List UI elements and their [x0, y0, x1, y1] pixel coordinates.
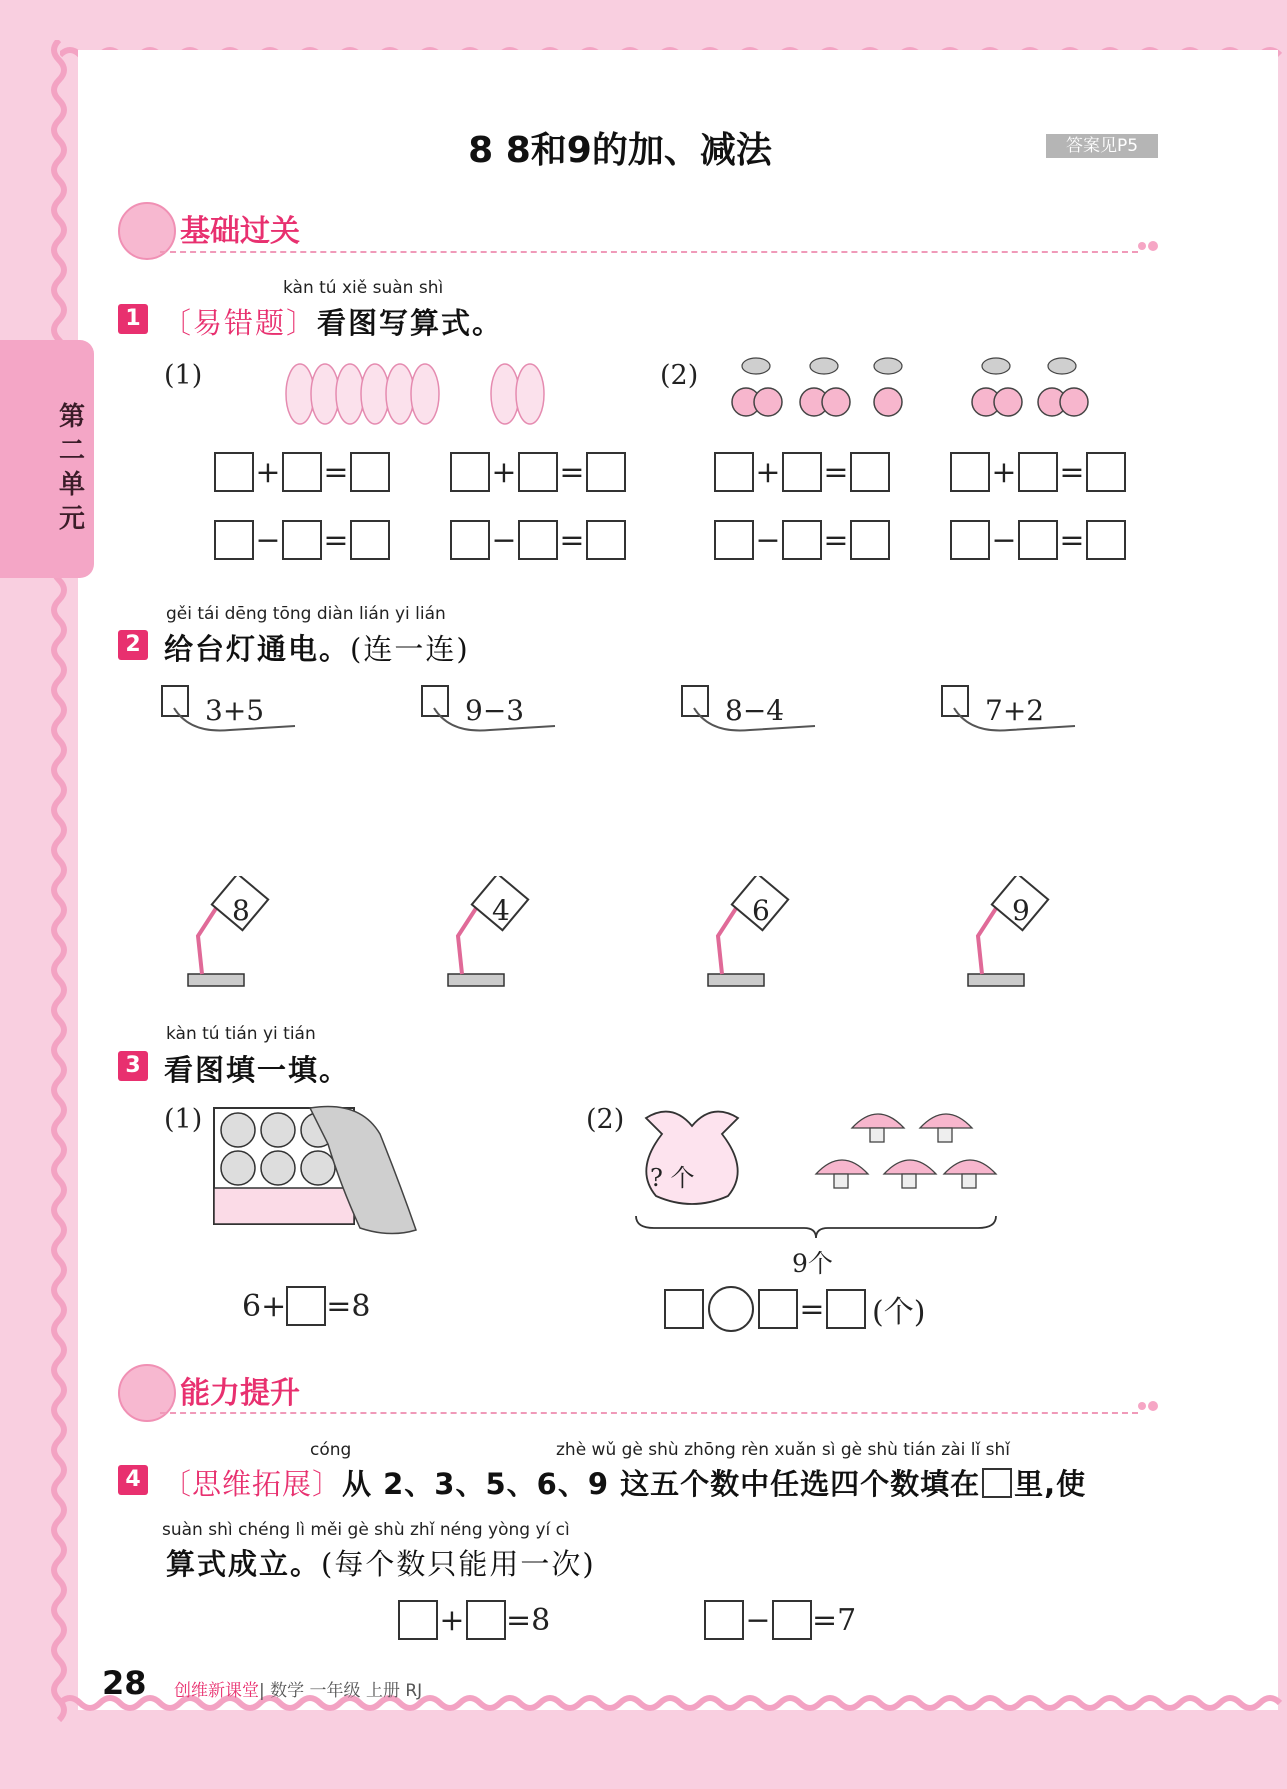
q3-eq1-left: 6+	[242, 1288, 287, 1324]
section-divider	[160, 1412, 1138, 1414]
answer-box[interactable]	[782, 452, 822, 492]
q4-text1: 从 2、3、5、6、9 这五个数中任选四个数填在	[342, 1467, 981, 1501]
section-divider	[160, 251, 1138, 253]
cherries-illustration	[726, 354, 1112, 424]
section-basic-title: 基础过关	[180, 214, 300, 249]
q3-eq1-right: =8	[326, 1288, 371, 1324]
q1-eq-sub-2: − =	[450, 520, 626, 560]
q2-tail: (连一连)	[350, 632, 470, 666]
bag-illustration	[632, 1100, 752, 1210]
footer-details: | 数学 一年级 上册 RJ	[259, 1681, 423, 1701]
answer-box[interactable]	[772, 1600, 812, 1640]
answer-box[interactable]	[1018, 520, 1058, 560]
bag-label: ? 个	[650, 1164, 695, 1192]
q4-eq-sub: − =7	[704, 1600, 856, 1640]
dots-decoration	[1136, 1396, 1162, 1416]
q4-pinyin-2: zhè wǔ gè shù zhōng rèn xuǎn sì gè shù tián zài lǐ shǐ	[556, 1440, 1010, 1460]
answer-box[interactable]	[586, 452, 626, 492]
answer-box[interactable]	[1086, 452, 1126, 492]
lamp-number: 9	[1012, 894, 1030, 927]
q4-number: 4	[118, 1465, 148, 1495]
answer-box[interactable]	[950, 520, 990, 560]
answer-box[interactable]	[1086, 520, 1126, 560]
q3-pinyin: kàn tú tián yi tián	[166, 1024, 316, 1044]
q1-part1-label: (1)	[164, 360, 203, 391]
answer-box[interactable]	[350, 520, 390, 560]
q2-text: 给台灯通电。	[164, 632, 351, 666]
q3-unit: (个)	[872, 1295, 926, 1330]
section-advance-title: 能力提升	[180, 1376, 300, 1411]
answer-box[interactable]	[518, 520, 558, 560]
q1-eq-sub-1: − =	[214, 520, 390, 560]
q3-eq2: = (个)	[664, 1286, 925, 1332]
lamp-number: 8	[232, 894, 250, 927]
q3-number: 3	[118, 1051, 148, 1081]
answer-box[interactable]	[1018, 452, 1058, 492]
q2-number: 2	[118, 630, 148, 660]
answer-box[interactable]	[586, 520, 626, 560]
inline-box-icon	[982, 1468, 1012, 1498]
plug-expression: 9−3	[465, 694, 525, 727]
answer-box[interactable]	[518, 452, 558, 492]
footer-brand: 创维新课堂	[174, 1681, 259, 1701]
answer-box[interactable]	[286, 1286, 326, 1326]
desk-lamp-icon	[960, 876, 1060, 988]
q1-tag: 〔易错题〕	[162, 306, 318, 340]
answer-box[interactable]	[714, 520, 754, 560]
q1-part2-label: (2)	[660, 360, 699, 391]
q1-eq-add-3: + =	[714, 452, 890, 492]
frame-left-border	[44, 40, 74, 1740]
q4-eq-b: =7	[812, 1602, 857, 1638]
answer-box[interactable]	[704, 1600, 744, 1640]
answer-box[interactable]	[950, 452, 990, 492]
answer-box[interactable]	[350, 452, 390, 492]
q4-eq-a: =8	[506, 1602, 551, 1638]
answer-box[interactable]	[782, 520, 822, 560]
ball-box-illustration	[210, 1104, 420, 1238]
q4-prompt-line2	[166, 1542, 596, 1583]
lamp-number: 4	[492, 894, 510, 927]
operator-circle[interactable]	[708, 1286, 754, 1332]
page-number: 28	[102, 1664, 147, 1702]
plug-expression: 3+5	[205, 694, 265, 727]
q4-pinyin-3: suàn shì chéng lì měi gè shù zhǐ néng yòng yí cì	[162, 1520, 570, 1540]
q1-eq-sub-3: − =	[714, 520, 890, 560]
answer-box[interactable]	[398, 1600, 438, 1640]
footer-info	[174, 1676, 422, 1701]
q1-prompt	[162, 301, 503, 342]
brace-icon	[634, 1214, 998, 1242]
q2-prompt	[164, 627, 470, 668]
q1-eq-add-4: + =	[950, 452, 1126, 492]
q2-pinyin: gěi tái dēng tōng diàn lián yi lián	[166, 604, 446, 624]
q4-pinyin-1: cóng	[310, 1440, 352, 1460]
answer-box[interactable]	[664, 1289, 704, 1329]
answer-box[interactable]	[850, 452, 890, 492]
candies-illustration	[280, 356, 550, 432]
answer-box[interactable]	[214, 520, 254, 560]
desk-lamp-icon	[180, 876, 280, 988]
answer-box[interactable]	[214, 452, 254, 492]
answer-box[interactable]	[758, 1289, 798, 1329]
q1-eq-add-1: + =	[214, 452, 390, 492]
answer-box[interactable]	[466, 1600, 506, 1640]
lamp-number: 6	[752, 894, 770, 927]
page-title: 8 8和9的加、减法	[468, 130, 772, 171]
answer-box[interactable]	[282, 452, 322, 492]
q3-eq1	[242, 1286, 370, 1326]
answer-box[interactable]	[714, 452, 754, 492]
q1-eq-sub-4: − =	[950, 520, 1126, 560]
q4-text2: 算式成立。	[166, 1547, 322, 1581]
plug-expression: 8−4	[725, 694, 785, 727]
q3-text: 看图填一填。	[164, 1053, 351, 1087]
q1-eq-add-2: + =	[450, 452, 626, 492]
q4-eq-add: + =8	[398, 1600, 550, 1640]
q4-tag: 〔思维拓展〕	[162, 1467, 343, 1501]
answer-box[interactable]	[850, 520, 890, 560]
mushrooms-illustration	[810, 1104, 1000, 1208]
q4-text1b: 里,使	[1014, 1467, 1087, 1501]
answer-box[interactable]	[450, 452, 490, 492]
q3-part2-label: (2)	[586, 1104, 625, 1135]
answer-reference: 答案见P5	[1046, 134, 1158, 158]
q1-number: 1	[118, 304, 148, 334]
q1-text: 看图写算式。	[317, 306, 504, 340]
desk-lamp-icon	[440, 876, 540, 988]
q3-part1-label: (1)	[164, 1104, 203, 1135]
unit-tab-label: 第二单元	[58, 402, 85, 534]
answer-box[interactable]	[282, 520, 322, 560]
q1-pinyin: kàn tú xiě suàn shì	[283, 278, 444, 298]
plug-expression: 7+2	[985, 694, 1045, 727]
q4-tail2: (每个数只能用一次)	[321, 1547, 596, 1581]
answer-box[interactable]	[450, 520, 490, 560]
q4-prompt-line1	[162, 1462, 1086, 1503]
answer-box[interactable]	[826, 1289, 866, 1329]
dots-decoration	[1136, 236, 1162, 256]
q3-total: 9个	[792, 1249, 833, 1278]
desk-lamp-icon	[700, 876, 800, 988]
